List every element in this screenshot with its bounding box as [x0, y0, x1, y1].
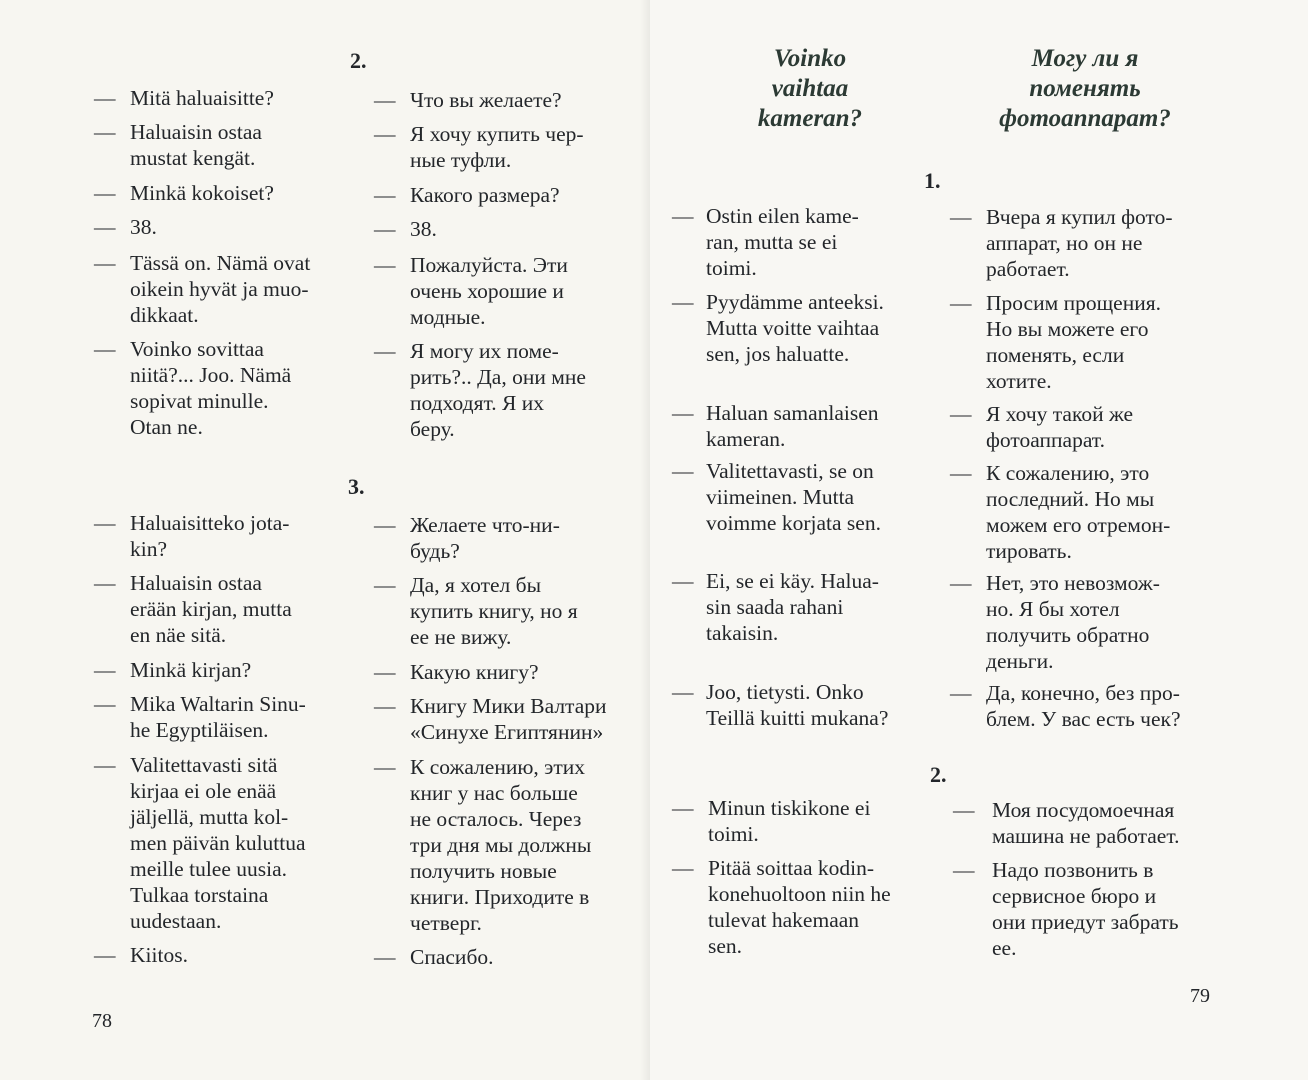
dialogue-dash: —	[672, 401, 694, 425]
dialogue-line: книги. Приходите в	[410, 885, 590, 909]
right-page	[650, 0, 1308, 1080]
dialogue-line: Что вы желаете?	[410, 88, 562, 112]
dialogue-line: ее.	[992, 936, 1017, 960]
dialogue-line: erään kirjan, mutta	[130, 597, 292, 621]
dialogue-line: хотите.	[986, 369, 1052, 393]
dialogue-dash: —	[374, 339, 396, 363]
dialogue-dash: —	[374, 513, 396, 537]
dialogue-dash: —	[374, 88, 396, 112]
dialogue-line: К сожалению, этих	[410, 755, 586, 779]
dialogue-line: takaisin.	[706, 621, 779, 645]
dialogue-line: Моя посудомоечная	[992, 798, 1175, 822]
page-number: 78	[92, 1010, 112, 1032]
dialogue-line: meille tulee uusia.	[130, 857, 288, 881]
dialogue-line: Я могу их поме-	[410, 339, 559, 363]
dialogue-line: Просим прощения.	[986, 291, 1161, 315]
dialogue-line: деньги.	[986, 649, 1054, 673]
dialogue-line: Haluan samanlaisen	[706, 401, 879, 425]
dialogue-line: toimi.	[706, 256, 757, 280]
dialogue-line: ее не вижу.	[410, 625, 512, 649]
dialogue-line: Да, я хотел бы	[410, 573, 542, 597]
dialogue-dash: —	[374, 694, 396, 718]
section-number: 3.	[348, 474, 365, 499]
dialogue-line: en näe sitä.	[130, 623, 227, 647]
dialogue-line: tulevat hakemaan	[708, 908, 860, 932]
dialogue-line: Я хочу купить чер-	[410, 122, 584, 146]
dialogue-dash: —	[672, 856, 694, 880]
dialogue-line: Joo, tietysti. Onko	[706, 680, 864, 704]
dialogue-line: mustat kengät.	[130, 146, 256, 170]
dialogue-line: Kiitos.	[130, 943, 188, 967]
dialogue-line: uudestaan.	[130, 909, 222, 933]
dialogue-line: получить обратно	[986, 623, 1150, 647]
dialogue-line: получить новые	[410, 859, 557, 883]
dialogue-line: тировать.	[986, 539, 1072, 563]
dialogue-line: Спасибо.	[410, 945, 494, 969]
dialogue-line: очень хорошие и	[410, 279, 564, 303]
dialogue-line: Mutta voitte vaihtaa	[706, 316, 880, 340]
dialogue-line: не осталось. Через	[410, 807, 582, 831]
dialogue-dash: —	[374, 217, 396, 241]
dialogue-dash: —	[94, 511, 116, 535]
dialogue-line: ные туфли.	[410, 148, 512, 172]
dialogue-line: книг у нас больше	[410, 781, 578, 805]
left-page	[0, 0, 650, 1080]
dialogue-line: toimi.	[708, 822, 759, 846]
dialogue-line: kameran.	[706, 427, 786, 451]
dialogue-line: Книгу Мики Валтари	[410, 694, 607, 718]
dialogue-line: Tulkaa torstaina	[130, 883, 269, 907]
dialogue-line: jäljellä, mutta kol-	[130, 805, 289, 829]
dialogue-line: Minkä kirjan?	[130, 658, 252, 682]
dialogue-line: купить книгу, но я	[410, 599, 578, 623]
dialogue-line: Я хочу такой же	[986, 402, 1134, 426]
dialogue-line: Пожалуйста. Эти	[410, 253, 568, 277]
dialogue-line: Teillä kuitti mukana?	[706, 706, 889, 730]
dialogue-line: dikkaat.	[130, 303, 199, 327]
dialogue-dash: —	[374, 755, 396, 779]
dialogue-line: Valitettavasti, se on	[706, 459, 874, 483]
dialogue-line: he Egyptiläisen.	[130, 718, 269, 742]
dialogue-line: sen.	[708, 934, 743, 958]
dialogue-line: три дня мы должны	[410, 833, 592, 857]
dialogue-dash: —	[672, 204, 694, 228]
dialogue-dash: —	[953, 798, 975, 822]
dialogue-dash: —	[374, 945, 396, 969]
dialogue-dash: —	[672, 569, 694, 593]
dialogue-line: рить?.. Да, они мне	[410, 365, 586, 389]
dialogue-line: sin saada rahani	[706, 595, 844, 619]
dialogue-dash: —	[94, 251, 116, 275]
dialogue-line: Pitää soittaa kodin-	[708, 856, 874, 880]
dialogue-line: ran, mutta se ei	[706, 230, 838, 254]
dialogue-dash: —	[374, 573, 396, 597]
dialogue-dash: —	[374, 253, 396, 277]
section-number: 1.	[924, 168, 941, 193]
title-line: vaihtaa	[771, 75, 849, 102]
dialogue-line: Какую книгу?	[410, 660, 539, 684]
dialogue-line: поменять, если	[986, 343, 1125, 367]
dialogue-line: 38.	[130, 215, 157, 239]
dialogue-line: работает.	[986, 257, 1070, 281]
dialogue-line: kin?	[130, 537, 168, 561]
title-line: kameran?	[757, 105, 863, 132]
dialogue-dash: —	[94, 658, 116, 682]
dialogue-dash: —	[94, 86, 116, 110]
dialogue-line: Minkä kokoiset?	[130, 181, 274, 205]
dialogue-line: Haluaisitteko jota-	[130, 511, 290, 535]
dialogue-line: можем его отремон-	[986, 513, 1171, 537]
dialogue-title-ru	[955, 44, 1215, 134]
dialogue-line: блем. У вас есть чек?	[986, 707, 1181, 731]
dialogue-line: Valitettavasti sitä	[130, 753, 278, 777]
dialogue-line: беру.	[410, 417, 455, 441]
dialogue-dash: —	[374, 183, 396, 207]
dialogue-title-fi	[710, 44, 910, 134]
dialogue-dash: —	[374, 660, 396, 684]
dialogue-line: 38.	[410, 217, 437, 241]
dialogue-line: Otan ne.	[130, 415, 203, 439]
dialogue-dash: —	[950, 291, 972, 315]
dialogue-line: фотоаппарат.	[986, 428, 1105, 452]
dialogue-line: Minun tiskikone ei	[708, 796, 871, 820]
dialogue-line: oikein hyvät ja muo-	[130, 277, 309, 301]
dialogue-line: Haluaisin ostaa	[130, 571, 262, 595]
dialogue-dash: —	[672, 680, 694, 704]
dialogue-line: но. Я бы хотел	[986, 597, 1120, 621]
dialogue-line: Надо позвонить в	[992, 858, 1154, 882]
dialogue-line: viimeinen. Mutta	[706, 485, 855, 509]
section-number: 2.	[350, 48, 367, 73]
dialogue-line: Mika Waltarin Sinu-	[130, 692, 306, 716]
dialogue-line: аппарат, но он не	[986, 231, 1143, 255]
dialogue-line: «Синухе Египтянин»	[410, 720, 604, 744]
dialogue-dash: —	[94, 753, 116, 777]
dialogue-line: Какого размера?	[410, 183, 560, 207]
dialogue-dash: —	[374, 122, 396, 146]
dialogue-line: К сожалению, это	[986, 461, 1150, 485]
dialogue-line: Нет, это невозмож-	[986, 571, 1160, 595]
dialogue-dash: —	[950, 681, 972, 705]
dialogue-dash: —	[94, 215, 116, 239]
dialogue-dash: —	[672, 796, 694, 820]
title-line: Могу ли я	[1031, 45, 1139, 72]
dialogue-line: voimme korjata sen.	[706, 511, 881, 535]
dialogue-dash: —	[672, 459, 694, 483]
dialogue-line: четверг.	[410, 911, 482, 935]
dialogue-line: Желаете что-ни-	[410, 513, 560, 537]
dialogue-line: подходят. Я их	[410, 391, 544, 415]
dialogue-line: Haluaisin ostaa	[130, 120, 262, 144]
dialogue-line: Mitä haluaisitte?	[130, 86, 274, 110]
dialogue-line: konehuoltoon niin he	[708, 882, 891, 906]
title-line: фотоаппарат?	[999, 105, 1171, 132]
dialogue-line: Вчера я купил фото-	[986, 205, 1173, 229]
dialogue-dash: —	[950, 461, 972, 485]
dialogue-line: сервисное бюро и	[992, 884, 1157, 908]
dialogue-dash: —	[94, 337, 116, 361]
dialogue-dash: —	[94, 120, 116, 144]
dialogue-line: последний. Но мы	[986, 487, 1155, 511]
dialogue-dash: —	[94, 692, 116, 716]
dialogue-dash: —	[672, 290, 694, 314]
dialogue-line: niitä?... Joo. Nämä	[130, 363, 292, 387]
title-line: Voinko	[773, 45, 847, 72]
dialogue-dash: —	[950, 402, 972, 426]
dialogue-dash: —	[94, 571, 116, 595]
dialogue-line: Tässä on. Nämä ovat	[130, 251, 311, 275]
dialogue-line: Но вы можете его	[986, 317, 1149, 341]
dialogue-line: Ei, se ei käy. Halua-	[706, 569, 879, 593]
dialogue-dash: —	[94, 181, 116, 205]
dialogue-line: Voinko sovittaa	[130, 337, 264, 361]
dialogue-line: sopivat minulle.	[130, 389, 269, 413]
dialogue-dash: —	[950, 571, 972, 595]
dialogue-dash: —	[950, 205, 972, 229]
dialogue-dash: —	[94, 943, 116, 967]
dialogue-line: kirjaa ei ole enää	[130, 779, 277, 803]
dialogue-line: sen, jos haluatte.	[706, 342, 850, 366]
dialogue-line: машина не работает.	[992, 824, 1180, 848]
section-number: 2.	[930, 762, 947, 787]
title-line: поменять	[1029, 75, 1141, 102]
dialogue-line: Да, конечно, без про-	[986, 681, 1180, 705]
dialogue-line: модные.	[410, 305, 486, 329]
dialogue-line: men päivän kuluttua	[130, 831, 306, 855]
dialogue-line: будь?	[410, 539, 460, 563]
page-number: 79	[1190, 985, 1210, 1007]
dialogue-line: Ostin eilen kame-	[706, 204, 859, 228]
dialogue-dash: —	[953, 858, 975, 882]
dialogue-line: они приедут забрать	[992, 910, 1179, 934]
dialogue-line: Pyydämme anteeksi.	[706, 290, 884, 314]
